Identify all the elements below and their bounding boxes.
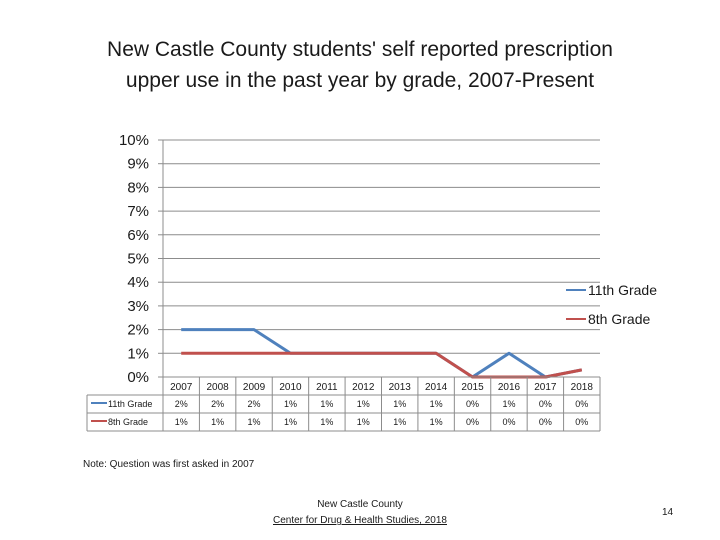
series-line-8th-grade xyxy=(181,353,582,377)
footer xyxy=(260,497,460,529)
x-tick-label: 2012 xyxy=(352,382,375,393)
table-cell: 1% xyxy=(356,399,370,409)
table-cell: 0% xyxy=(502,417,516,427)
table-cell: 2% xyxy=(247,399,261,409)
y-tick-label: 7% xyxy=(127,203,149,221)
y-tick-label: 3% xyxy=(127,297,149,315)
table-cell: 1% xyxy=(356,417,370,427)
footer-org: New Castle County xyxy=(317,499,403,510)
table-cell: 0% xyxy=(538,399,552,409)
table-cell: 1% xyxy=(429,399,443,409)
y-tick-label: 1% xyxy=(127,345,149,363)
table-cell: 1% xyxy=(393,399,407,409)
table-cell: 2% xyxy=(211,399,225,409)
x-tick-label: 2017 xyxy=(534,382,557,393)
y-tick-label: 5% xyxy=(127,250,149,268)
x-tick-label: 2009 xyxy=(242,382,266,393)
gridlines xyxy=(158,140,600,377)
legend-label: 11th Grade xyxy=(588,282,658,298)
y-tick-label: 6% xyxy=(127,226,149,244)
table-cell: 1% xyxy=(502,399,516,409)
table-cell: 2% xyxy=(174,399,188,409)
table-cell: 1% xyxy=(320,399,334,409)
legend-label: 8th Grade xyxy=(588,311,651,327)
y-tick-label: 2% xyxy=(127,321,149,339)
table-row-label: 8th Grade xyxy=(108,417,149,427)
table-cell: 0% xyxy=(575,417,589,427)
y-tick-label: 9% xyxy=(127,155,149,173)
table-cell: 1% xyxy=(429,417,443,427)
x-tick-label: 2014 xyxy=(425,382,448,393)
y-tick-label: 0% xyxy=(127,369,149,386)
table-row-label: 11th Grade xyxy=(108,399,153,409)
table-cell: 1% xyxy=(174,417,188,427)
table-cell: 0% xyxy=(466,417,480,427)
table-cell: 1% xyxy=(211,417,225,427)
table-cell: 0% xyxy=(575,399,589,409)
footer-link[interactable]: Center for Drug & Health Studies, 2018 xyxy=(273,515,447,526)
legend xyxy=(566,282,657,327)
data-table xyxy=(87,377,600,431)
table-cell: 1% xyxy=(247,417,261,427)
y-axis-ticks xyxy=(119,132,149,386)
x-tick-label: 2018 xyxy=(570,382,593,393)
title-line-1: New Castle County students' self reported prescription xyxy=(107,38,613,61)
page-number: 14 xyxy=(662,507,674,518)
table-cell: 1% xyxy=(283,399,297,409)
table-cell: 1% xyxy=(283,417,297,427)
x-tick-label: 2016 xyxy=(497,382,521,393)
x-tick-label: 2010 xyxy=(279,382,302,393)
y-tick-label: 8% xyxy=(127,179,149,197)
y-tick-label: 4% xyxy=(127,274,149,292)
x-tick-label: 2015 xyxy=(461,382,484,393)
table-cell: 0% xyxy=(466,399,480,409)
x-tick-label: 2007 xyxy=(170,382,193,393)
x-tick-label: 2008 xyxy=(206,382,229,393)
x-tick-label: 2013 xyxy=(388,382,411,393)
table-cell: 1% xyxy=(393,417,407,427)
table-cell: 1% xyxy=(320,417,334,427)
y-tick-label: 10% xyxy=(118,132,149,149)
x-tick-label: 2011 xyxy=(316,382,338,393)
table-cell: 0% xyxy=(538,417,552,427)
note-text: Note: Question was first asked in 2007 xyxy=(83,459,255,470)
title-line-2: upper use in the past year by grade, 2007-Present xyxy=(125,69,595,92)
